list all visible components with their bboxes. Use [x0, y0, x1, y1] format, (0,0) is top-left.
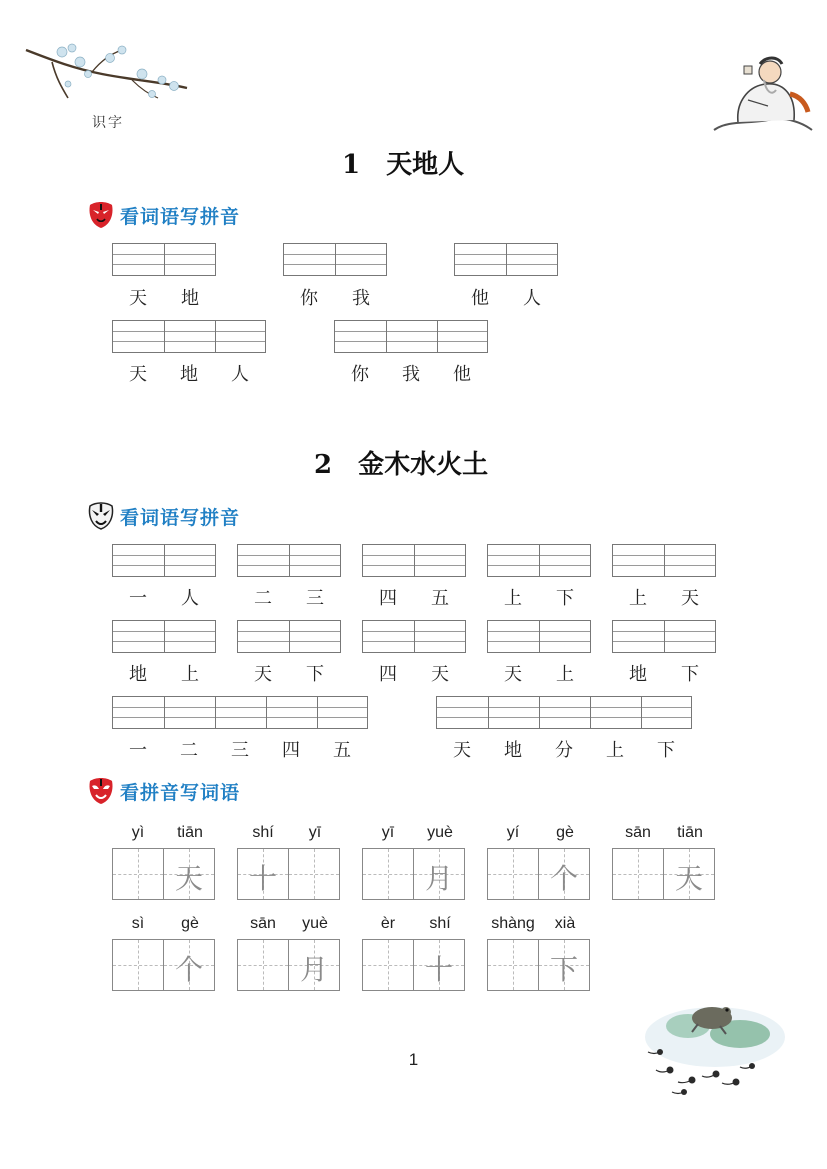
lesson2-number: 2 [314, 450, 333, 480]
pinyin-box[interactable] [612, 620, 716, 653]
lesson2-exercise1-title: 看词语写拼音 [120, 506, 241, 529]
pinyin: sān [250, 915, 276, 932]
lesson1-number: 1 [342, 150, 361, 180]
char: 二 [254, 588, 272, 609]
char: 他 [471, 288, 489, 309]
char: 天 [254, 664, 272, 685]
pinyin: yí [506, 824, 520, 841]
scholar-illustration [708, 50, 814, 136]
lesson1-exercise-title: 看词语写拼音 [120, 205, 241, 228]
pinyin-box[interactable] [334, 320, 488, 353]
lesson2-title-text: 金木水火土 [358, 450, 489, 480]
character-box[interactable]: 月 [288, 939, 340, 991]
character-box[interactable] [362, 939, 414, 991]
char: 上 [606, 740, 624, 761]
char: 五 [333, 740, 351, 761]
char: 天 [681, 588, 699, 609]
pinyin: yì [131, 824, 145, 841]
char: 一 [129, 588, 147, 609]
character-box[interactable] [112, 848, 164, 900]
char: 天 [129, 288, 147, 309]
pinyin: shàng [491, 915, 535, 932]
pinyin-box[interactable] [112, 320, 266, 353]
char: 人 [231, 364, 249, 385]
char: 二 [180, 740, 198, 761]
frog-lotus-illustration [640, 992, 790, 1102]
pinyin: gè [181, 915, 199, 932]
char: 人 [523, 288, 541, 309]
pinyin: xià [554, 915, 576, 932]
plum-blossom-branch [22, 38, 192, 108]
pinyin: yī [381, 824, 395, 841]
pinyin: yuè [302, 915, 328, 932]
section-label: 识字 [92, 115, 124, 131]
character-box[interactable]: 天 [663, 848, 715, 900]
char: 四 [379, 588, 397, 609]
pinyin-box[interactable] [612, 544, 716, 577]
char: 你 [351, 364, 369, 385]
pinyin: shí [252, 824, 274, 841]
char: 上 [181, 664, 199, 685]
lesson2-title [314, 444, 488, 481]
char: 三 [306, 588, 324, 609]
pinyin-box[interactable] [283, 243, 387, 276]
char: 我 [402, 364, 420, 385]
lesson1-exercise-header [88, 201, 240, 229]
pinyin-box[interactable] [362, 544, 466, 577]
char: 地 [181, 288, 199, 309]
character-box[interactable] [112, 939, 164, 991]
char: 四 [282, 740, 300, 761]
char: 天 [504, 664, 522, 685]
pinyin: sān [625, 824, 651, 841]
char: 下 [556, 588, 574, 609]
pinyin-box[interactable] [362, 620, 466, 653]
char: 地 [504, 740, 522, 761]
pinyin-box[interactable] [436, 696, 692, 729]
char: 天 [431, 664, 449, 685]
lesson1-title-text: 天地人 [386, 150, 465, 180]
pinyin: tiān [177, 824, 203, 841]
char: 分 [555, 740, 573, 761]
char: 五 [431, 588, 449, 609]
character-box[interactable] [487, 939, 539, 991]
char: 地 [180, 364, 198, 385]
pinyin: tiān [677, 824, 703, 841]
char: 一 [129, 740, 147, 761]
char: 上 [504, 588, 522, 609]
pinyin-box[interactable] [454, 243, 558, 276]
pinyin: yuè [427, 824, 453, 841]
character-box[interactable] [237, 939, 289, 991]
char: 三 [231, 740, 249, 761]
char: 天 [129, 364, 147, 385]
char: 我 [352, 288, 370, 309]
char: 他 [453, 364, 471, 385]
character-box[interactable]: 月 [413, 848, 465, 900]
character-box[interactable]: 十 [237, 848, 289, 900]
lesson2-exercise1-header [88, 502, 240, 530]
pinyin-box[interactable] [487, 544, 591, 577]
character-box[interactable] [487, 848, 539, 900]
pinyin: èr [380, 915, 396, 932]
pinyin-box[interactable] [112, 243, 216, 276]
char: 下 [306, 664, 324, 685]
pinyin-box[interactable] [237, 544, 341, 577]
character-box[interactable]: 个 [538, 848, 590, 900]
lesson2-exercise2-title: 看拼音写词语 [120, 781, 241, 804]
opera-mask-icon [88, 502, 114, 530]
pinyin: gè [556, 824, 574, 841]
character-box[interactable] [612, 848, 664, 900]
pinyin-box[interactable] [487, 620, 591, 653]
pinyin-box[interactable] [112, 620, 216, 653]
char: 地 [629, 664, 647, 685]
character-box[interactable] [288, 848, 340, 900]
opera-mask-icon [88, 201, 114, 229]
character-box[interactable]: 个 [163, 939, 215, 991]
char: 你 [300, 288, 318, 309]
pinyin: sì [131, 915, 145, 932]
character-box[interactable]: 十 [413, 939, 465, 991]
char: 人 [181, 588, 199, 609]
character-box[interactable]: 天 [163, 848, 215, 900]
pinyin: shí [429, 915, 451, 932]
page-number: 1 [408, 1050, 419, 1069]
char: 上 [629, 588, 647, 609]
char: 四 [379, 664, 397, 685]
opera-mask-icon [88, 777, 114, 805]
char: 地 [129, 664, 147, 685]
char: 天 [453, 740, 471, 761]
char: 下 [681, 664, 699, 685]
pinyin-box[interactable] [112, 544, 216, 577]
char: 上 [556, 664, 574, 685]
lesson2-exercise2-header [88, 777, 240, 805]
lesson1-title [342, 144, 464, 181]
pinyin: yī [308, 824, 322, 841]
pinyin-box[interactable] [112, 696, 368, 729]
pinyin-box[interactable] [237, 620, 341, 653]
character-box[interactable]: 下 [538, 939, 590, 991]
char: 下 [657, 740, 675, 761]
character-box[interactable] [362, 848, 414, 900]
